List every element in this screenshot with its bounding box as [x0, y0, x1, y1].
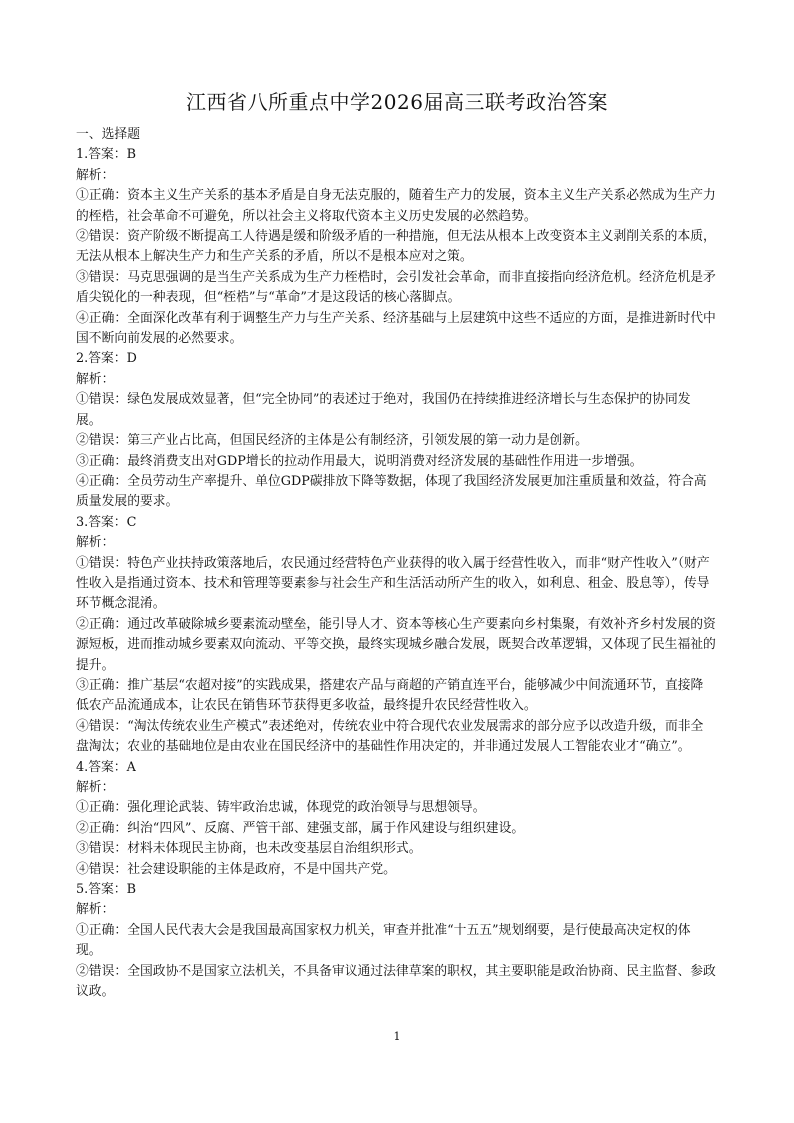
answer-line: 2.答案：D — [76, 351, 137, 367]
explanation-label: 解析： — [76, 780, 115, 795]
analysis-item: ①正确：强化理论武装、铸牢政治忠诚，体现党的政治领导与思想领导。 — [76, 800, 486, 816]
page-title: 江西省八所重点中学2026届高三联考政治答案 — [186, 90, 608, 114]
analysis-item: ④正确：全员劳动生产率提升、单位GDP碳排放下降等数据，体现了我国经济发展更加注重质量和效益，符合高质量发展的要求。 — [76, 473, 707, 510]
answer-line: 4.答案：A — [76, 759, 136, 775]
analysis-item: ③错误：材料未体现民主协商，也未改变基层自治组织形式。 — [76, 841, 422, 857]
analysis-item: ④错误：“淘汰传统农业生产模式”表述绝对，传统农业中符合现代农业发展需求的部分应予以改造升级，而非全盘淘汰；农业的基础地位是由农业在国民经济中的基础性作用决定的，并非通过发展人工智能农业才“确立”。 — [76, 718, 704, 755]
analysis-item: ②错误：全国政协不是国家立法机关，不具备审议通过法律草案的职权，其主要职能是政治协商、民主监督、参政议政。 — [76, 963, 716, 1000]
section-heading: 一、选择题 — [76, 127, 140, 142]
analysis-item: ②正确：通过改革破除城乡要素流动壁垒，能引导人才、资本等核心生产要素向乡村集聚，有效补齐乡村发展的资源短板，进而推动城乡要素双向流动、平等交换，最终实现城乡融合发展，既契合改革逻辑，又体现了民生福祉的提升。 — [76, 616, 716, 673]
analysis-item: ④错误：社会建设职能的主体是政府，不是中国共产党。 — [76, 861, 396, 877]
explanation-label: 解析： — [76, 167, 115, 183]
analysis-item: ②错误：资产阶级不断提高工人待遇是缓和阶级矛盾的一种措施，但无法从根本上改变资本主义剥削关系的本质，无法从根本上解决生产力和生产关系的矛盾，所以不是根本应对之策。 — [76, 229, 716, 265]
analysis-item: ③正确：最终消费支出对GDP增长的拉动作用最大，说明消费对经济发展的基础性作用进一步增强。 — [76, 453, 643, 469]
analysis-item: ①错误：特色产业扶持政策落地后，农民通过经营特色产业获得的收入属于经营性收入，而非“财产性收入”（财产性收入是指通过资本、技术和管理等要素参与社会生产和生活活动所产生的收入，如利息、租金、股息等），传导环节概念混淆。 — [76, 555, 710, 612]
answer-line: 5.答案：B — [76, 882, 137, 898]
analysis-item: ①正确：全国人民代表大会是我国最高国家权力机关，审查并批准“十五五”规划纲要，是行使最高决定权的体现。 — [76, 922, 691, 959]
analysis-item: ②正确：纠治“四风”、反腐、严管干部、建强支部，属于作风建设与组织建设。 — [76, 820, 525, 836]
explanation-label: 解析： — [76, 535, 115, 551]
analysis-item: ①正确：资本主义生产关系的基本矛盾是自身无法克服的，随着生产力的发展，资本主义生产关系必然成为生产力的桎梏，社会革命不可避免，所以社会主义将取代资本主义历史发展的必然趋势。 — [76, 188, 716, 224]
answer-line: 3.答案：C — [76, 514, 137, 530]
analysis-item: ②错误：第三产业占比高，但国民经济的主体是公有制经济，引领发展的第一动力是创新。 — [76, 433, 588, 449]
document-body — [76, 125, 716, 1002]
analysis-item: ①错误：绿色发展成效显著，但“完全协同”的表述过于绝对，我国仍在持续推进经济增长与生态保护的协同发展。 — [76, 392, 691, 428]
explanation-label: 解析： — [76, 371, 115, 387]
page-number: 1 — [393, 1030, 401, 1043]
analysis-item: ④正确：全面深化改革有利于调整生产力与生产关系、经济基础与上层建筑中这些不适应的方面，是推进新时代中国不断向前发展的必然要求。 — [76, 310, 716, 347]
analysis-item: ③错误：马克思强调的是当生产关系成为生产力桎梏时，会引发社会革命，而非直接指向经济危机。经济危机是矛盾尖锐化的一种表现，但“桎梏”与“革命”才是这段话的核心落脚点。 — [76, 269, 716, 306]
analysis-item: ③正确：推广基层“农超对接”的实践成果，搭建农产品与商超的产销直连平台，能够减少中间流通环节，直接降低农产品流通成本，让农民在销售环节获得更多收益，最终提升农民经营性收入。 — [76, 677, 704, 714]
explanation-label: 解析： — [76, 902, 115, 918]
answer-line: 1.答案：B — [76, 147, 137, 163]
